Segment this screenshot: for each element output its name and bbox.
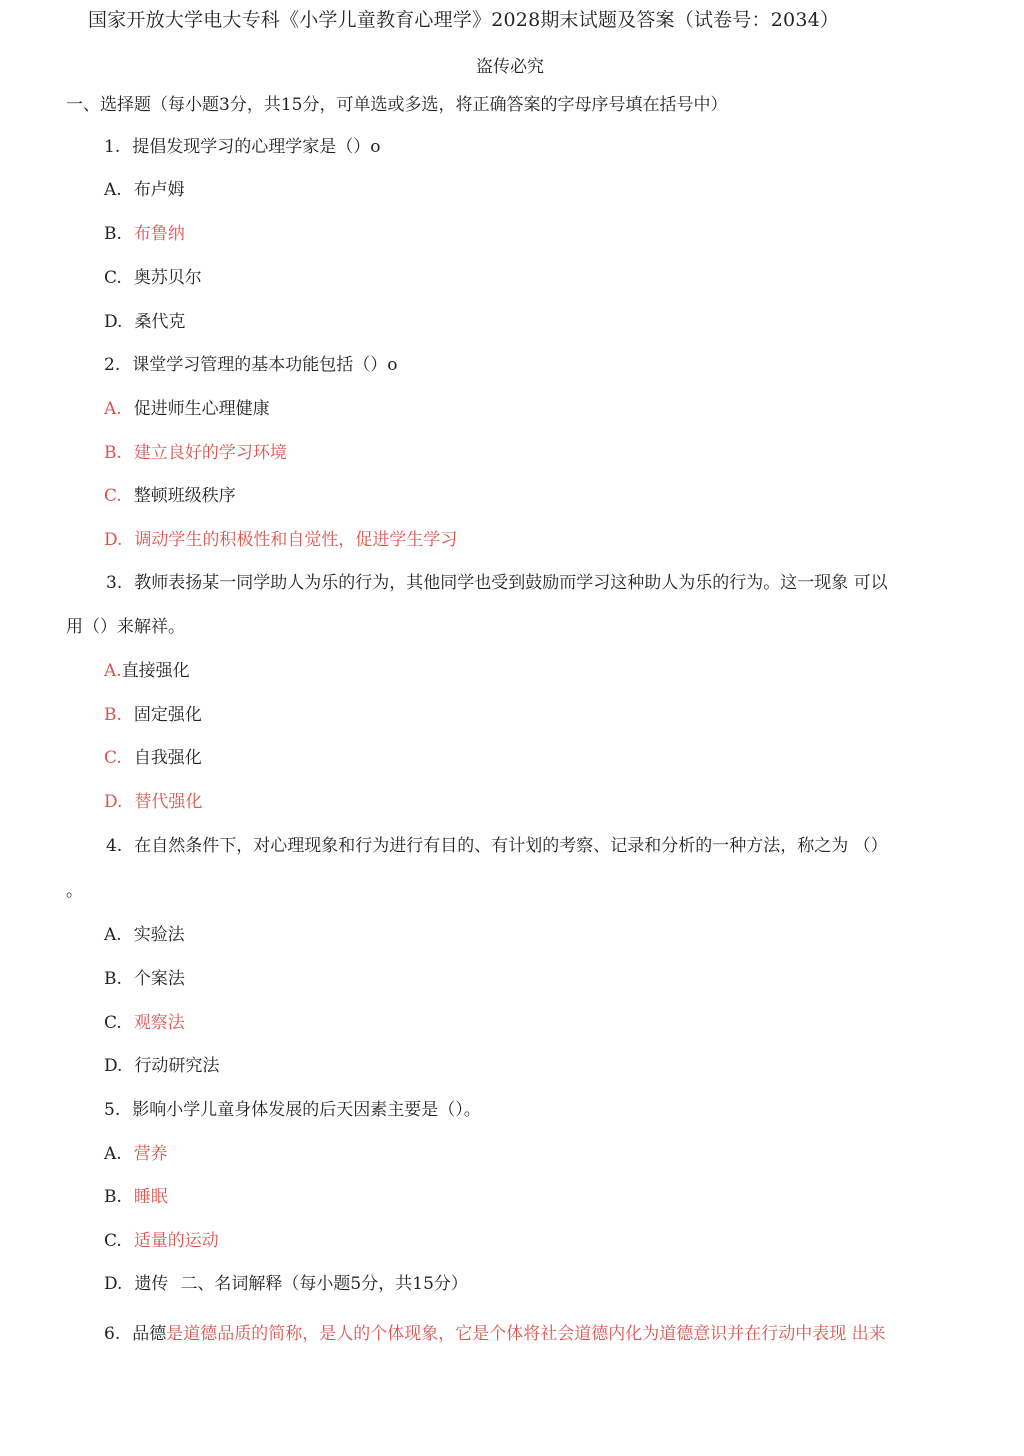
question-number: 3. bbox=[106, 573, 123, 593]
question-3-continued: 用（）来解祥。 bbox=[66, 617, 185, 637]
option-text: 实验法 bbox=[133, 925, 185, 945]
option-text: 个案法 bbox=[133, 969, 185, 989]
option-2c bbox=[104, 485, 236, 507]
question-number: 6. bbox=[104, 1324, 121, 1344]
question-text: 教师表扬某一同学助人为乐的行为，其他同学也受到鼓励而学习这种助人为乐的行为。这一现象 可以 bbox=[134, 573, 888, 593]
question-4 bbox=[106, 835, 888, 857]
option-2d bbox=[104, 529, 457, 551]
option-label: C. bbox=[104, 1013, 122, 1033]
term: 品德 bbox=[132, 1324, 167, 1344]
option-text-answer: 调动学生的积极性和自觉性，促进学生学习 bbox=[134, 530, 458, 550]
question-text: 课堂学习管理的基本功能包括（）o bbox=[132, 355, 398, 375]
option-4c bbox=[104, 1012, 185, 1034]
question-text: 在自然条件下，对心理现象和行为进行有目的、有计划的考察、记录和分析的一种方法，称之为 （） bbox=[134, 836, 888, 856]
option-label-answer: A. bbox=[104, 661, 122, 681]
option-text-answer: 营养 bbox=[133, 1144, 168, 1164]
option-text-answer: 建立良好的学习环境 bbox=[133, 443, 287, 463]
option-text-answer: 观察法 bbox=[133, 1013, 185, 1033]
option-2b bbox=[104, 442, 287, 464]
option-text: 桑代克 bbox=[134, 312, 186, 332]
question-text: 提倡发现学习的心理学家是（）o bbox=[132, 137, 381, 157]
option-label: A. bbox=[104, 925, 122, 945]
term-definition: 是道德品质的简称，是人的个体现象，它是个体将社会道德内化为道德意识并在行动中表现 出来 bbox=[166, 1324, 886, 1344]
option-label: A. bbox=[104, 180, 122, 200]
subtitle: 盗传必究 bbox=[476, 57, 544, 77]
option-2a bbox=[104, 398, 270, 420]
option-4a bbox=[104, 924, 185, 946]
option-label: C. bbox=[104, 268, 122, 288]
option-3b bbox=[104, 704, 202, 726]
option-1b bbox=[104, 223, 185, 245]
option-3a bbox=[104, 660, 190, 682]
option-5a bbox=[104, 1143, 168, 1165]
option-3d bbox=[104, 791, 202, 813]
option-label-answer: C. bbox=[104, 748, 122, 768]
option-5d bbox=[104, 1273, 468, 1295]
option-label-answer: A. bbox=[104, 399, 122, 419]
question-number: 4. bbox=[106, 836, 123, 856]
question-1 bbox=[104, 136, 380, 158]
question-2 bbox=[104, 354, 397, 376]
option-label: A. bbox=[104, 1144, 122, 1164]
question-number: 5. bbox=[104, 1100, 121, 1120]
option-label: C. bbox=[104, 1231, 122, 1251]
option-text: 遗传 bbox=[134, 1274, 169, 1294]
option-text-answer: 布鲁纳 bbox=[133, 224, 185, 244]
option-text: 行动研究法 bbox=[134, 1056, 220, 1076]
option-3c bbox=[104, 747, 202, 769]
option-text: 奥苏贝尔 bbox=[133, 268, 202, 288]
option-4b bbox=[104, 968, 185, 990]
option-1d bbox=[104, 311, 185, 333]
page-title: 国家开放大学电大专科《小学儿童教育心理学》2028期末试题及答案（试卷号：2034） bbox=[88, 9, 840, 31]
option-label: D. bbox=[104, 312, 123, 332]
option-1c bbox=[104, 267, 202, 289]
option-label-answer: C. bbox=[104, 486, 122, 506]
question-number: 2. bbox=[104, 355, 121, 375]
option-text-answer: 适量的运动 bbox=[133, 1231, 219, 1251]
option-text: 促进师生心理健康 bbox=[133, 399, 270, 419]
question-number: 1. bbox=[104, 137, 121, 157]
option-text-answer: 睡眠 bbox=[133, 1187, 168, 1207]
option-label: B. bbox=[104, 969, 122, 989]
option-text: 固定强化 bbox=[133, 705, 202, 725]
section-heading: 一、选择题（每小题3分，共15分，可单选或多选，将正确答案的字母序号填在括号中） bbox=[66, 95, 728, 115]
option-label-answer: D. bbox=[104, 530, 123, 550]
option-label: D. bbox=[104, 1274, 123, 1294]
option-label-answer: B. bbox=[104, 705, 122, 725]
option-label: B. bbox=[104, 1187, 122, 1207]
option-text: 布卢姆 bbox=[133, 180, 185, 200]
option-1a bbox=[104, 179, 185, 201]
option-text: 自我强化 bbox=[133, 748, 202, 768]
question-5 bbox=[104, 1099, 481, 1121]
option-text: 整顿班级秩序 bbox=[133, 486, 236, 506]
option-text: 直接强化 bbox=[121, 661, 190, 681]
option-label: B. bbox=[104, 224, 122, 244]
question-6 bbox=[104, 1323, 886, 1345]
option-label-answer: B. bbox=[104, 443, 122, 463]
question-text: 影响小学儿童身体发展的后天因素主要是（）。 bbox=[132, 1100, 481, 1120]
option-5b bbox=[104, 1186, 168, 1208]
option-5c bbox=[104, 1230, 219, 1252]
option-4d bbox=[104, 1055, 219, 1077]
option-label-answer: D. bbox=[104, 792, 123, 812]
section-heading-2: 二、名词解释（每小题5分，共15分） bbox=[180, 1274, 468, 1294]
question-3 bbox=[106, 572, 888, 594]
option-text-answer: 替代强化 bbox=[134, 792, 203, 812]
option-label: D. bbox=[104, 1056, 123, 1076]
question-4-continued: 。 bbox=[66, 881, 83, 901]
